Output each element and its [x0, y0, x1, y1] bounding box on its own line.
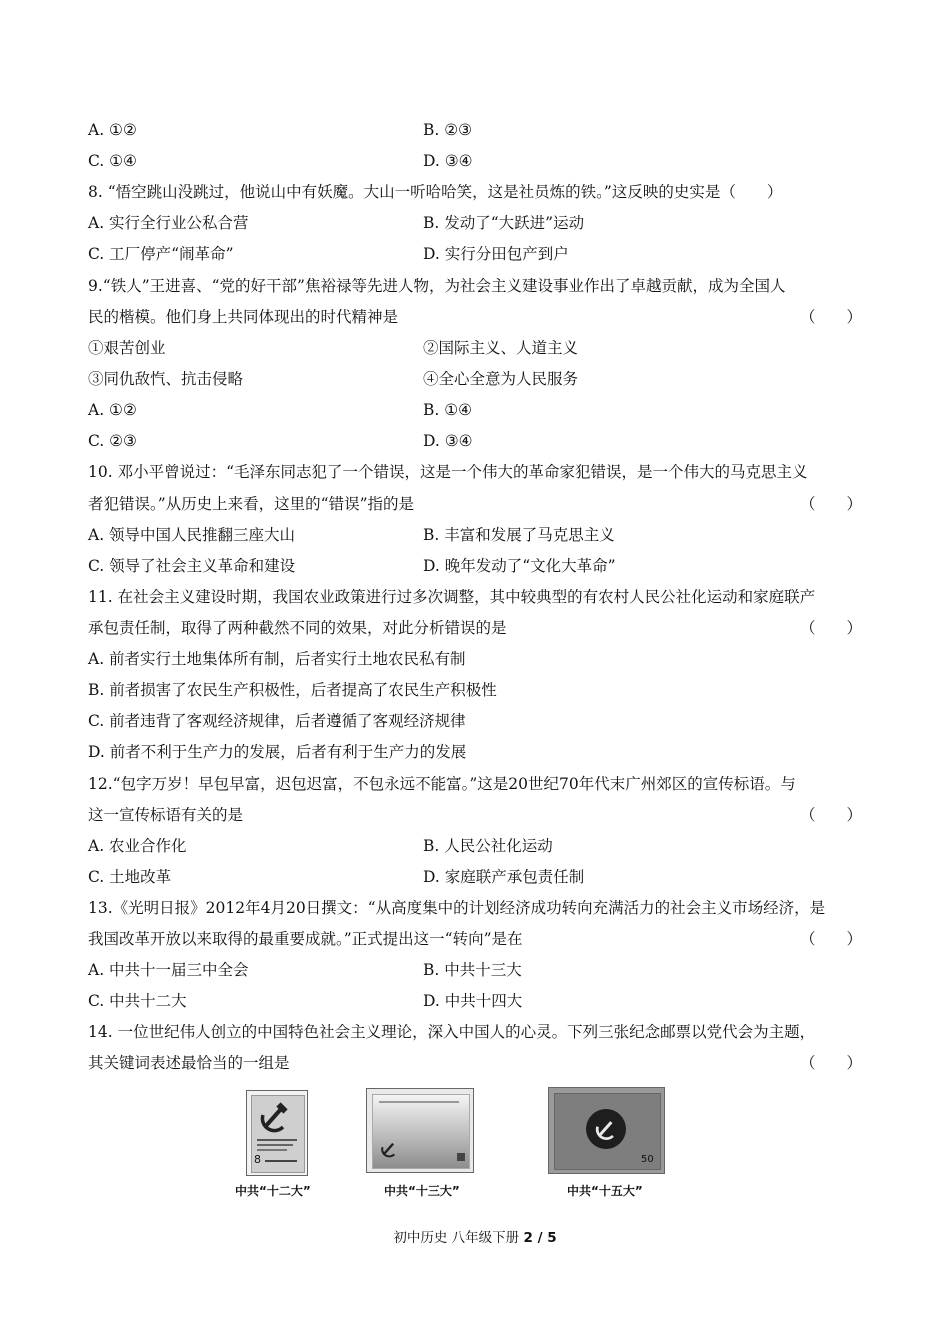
q9-statement-4: ④全心全意为人民服务: [423, 370, 579, 388]
q14-answer-blank: （ ）: [800, 1054, 863, 1072]
q12-stem-line1: 12.“包字万岁！早包早富，迟包迟富，不包永远不能富。”这是20世纪70年代末广州郊区的宣传标语。与: [88, 775, 796, 793]
q10-option-d: D. 晚年发动了“文化大革命”: [423, 557, 616, 575]
q8-option-d: D. 实行分田包产到户: [423, 245, 569, 263]
q10-option-a: A. 领导中国人民推翻三座大山: [88, 526, 296, 544]
hammer-sickle-icon: [593, 1116, 619, 1142]
hammer-sickle-icon: [257, 1101, 291, 1135]
stamp-15th-congress: [548, 1087, 665, 1174]
q12-option-d: D. 家庭联产承包责任制: [423, 868, 585, 886]
q11-stem-line2: 承包责任制，取得了两种截然不同的效果，对此分析错误的是: [88, 619, 507, 637]
stamp-caption: 中共“十二大”: [235, 1184, 311, 1198]
q8-option-b: B. 发动了“大跃进”运动: [423, 214, 585, 232]
q9-stem-line2: 民的楷模。他们身上共同体现出的时代精神是: [88, 308, 399, 326]
q11-answer-blank: （ ）: [800, 619, 863, 637]
q10-answer-blank: （ ）: [800, 495, 863, 513]
q10-option-c: C. 领导了社会主义革命和建设: [88, 557, 296, 575]
q13-option-b: B. 中共十三大: [423, 961, 522, 979]
q7-option-d: D. ③④: [423, 152, 473, 170]
q11-option-d: D. 前者不利于生产力的发展，后者有利于生产力的发展: [88, 743, 467, 761]
q13-stem-line1: 13.《光明日报》2012年4月20日撰文：“从高度集中的计划经济成功转向充满活力的社会主义市场经济，是: [88, 899, 826, 917]
q11-option-a: A. 前者实行土地集体所有制，后者实行土地农民私有制: [88, 650, 466, 668]
q7-option-b: B. ②③: [423, 121, 473, 139]
q13-stem-line2: 我国改革开放以来取得的最重要成就。”正式提出这一“转向”是在: [88, 930, 523, 948]
q8-stem: 8. “悟空跳山没跳过，他说山中有妖魔。大山一听哈哈笑，这是社员炼的铁。”这反映的史实是（ ）: [88, 183, 783, 201]
q12-option-c: C. 土地改革: [88, 868, 172, 886]
q12-answer-blank: （ ）: [800, 806, 863, 824]
q13-option-a: A. 中共十一届三中全会: [88, 961, 249, 979]
q9-statement-1: ①艰苦创业: [88, 339, 166, 357]
q10-stem-line2: 者犯错误。”从历史上来看，这里的“错误”指的是: [88, 495, 415, 513]
q9-option-c: C. ②③: [88, 432, 137, 450]
stamp-value: 8: [254, 1153, 261, 1166]
q9-statement-2: ②国际主义、人道主义: [423, 339, 579, 357]
q9-option-a: A. ①②: [88, 401, 137, 419]
q7-option-a: A. ①②: [88, 121, 137, 139]
q13-option-d: D. 中共十四大: [423, 992, 523, 1010]
q7-option-c: C. ①④: [88, 152, 137, 170]
q14-stem-line1: 14. 一位世纪伟人创立的中国特色社会主义理论，深入中国人的心灵。下列三张纪念邮票以党代会为主题，: [88, 1023, 816, 1041]
q9-statement-3: ③同仇敌忾、抗击侵略: [88, 370, 244, 388]
stamp-value: 50: [641, 1154, 654, 1165]
stamp-12th-congress: [246, 1090, 308, 1176]
q12-stem-line2: 这一宣传标语有关的是: [88, 806, 244, 824]
q13-answer-blank: （ ）: [800, 930, 863, 948]
stamp-13th-congress: [366, 1088, 474, 1173]
q9-answer-blank: （ ）: [800, 308, 863, 326]
q11-stem-line1: 11. 在社会主义建设时期，我国农业政策进行过多次调整，其中较典型的有农村人民公社化运动和家庭联产: [88, 588, 816, 606]
stamp-caption: 中共“十五大”: [567, 1184, 643, 1198]
q12-option-b: B. 人民公社化运动: [423, 837, 553, 855]
q8-option-c: C. 工厂停产“闹革命”: [88, 245, 234, 263]
q10-stem-line1: 10. 邓小平曾说过：“毛泽东同志犯了一个错误，这是一个伟大的革命家犯错误，是一个伟大的马克思主义: [88, 463, 808, 481]
q10-option-b: B. 丰富和发展了马克思主义: [423, 526, 615, 544]
footer-label: 初中历史 八年级下册: [393, 1230, 520, 1246]
q13-option-c: C. 中共十二大: [88, 992, 187, 1010]
q12-option-a: A. 农业合作化: [88, 837, 187, 855]
q9-option-b: B. ①④: [423, 401, 473, 419]
page-footer: [0, 1226, 950, 1246]
hammer-sickle-icon: [379, 1139, 399, 1159]
q11-option-c: C. 前者违背了客观经济规律，后者遵循了客观经济规律: [88, 712, 466, 730]
stamp-caption: 中共“十三大”: [384, 1184, 460, 1198]
q8-option-a: A. 实行全行业公私合营: [88, 214, 249, 232]
q14-stem-line2: 其关键词表述最恰当的一组是: [88, 1054, 290, 1072]
page-number: 2 / 5: [523, 1230, 557, 1246]
q9-stem-line1: 9.“铁人”王进喜、“党的好干部”焦裕禄等先进人物，为社会主义建设事业作出了卓越贡献，成为全国人: [88, 277, 786, 295]
q11-option-b: B. 前者损害了农民生产积极性，后者提高了农民生产积极性: [88, 681, 497, 699]
q9-option-d: D. ③④: [423, 432, 473, 450]
